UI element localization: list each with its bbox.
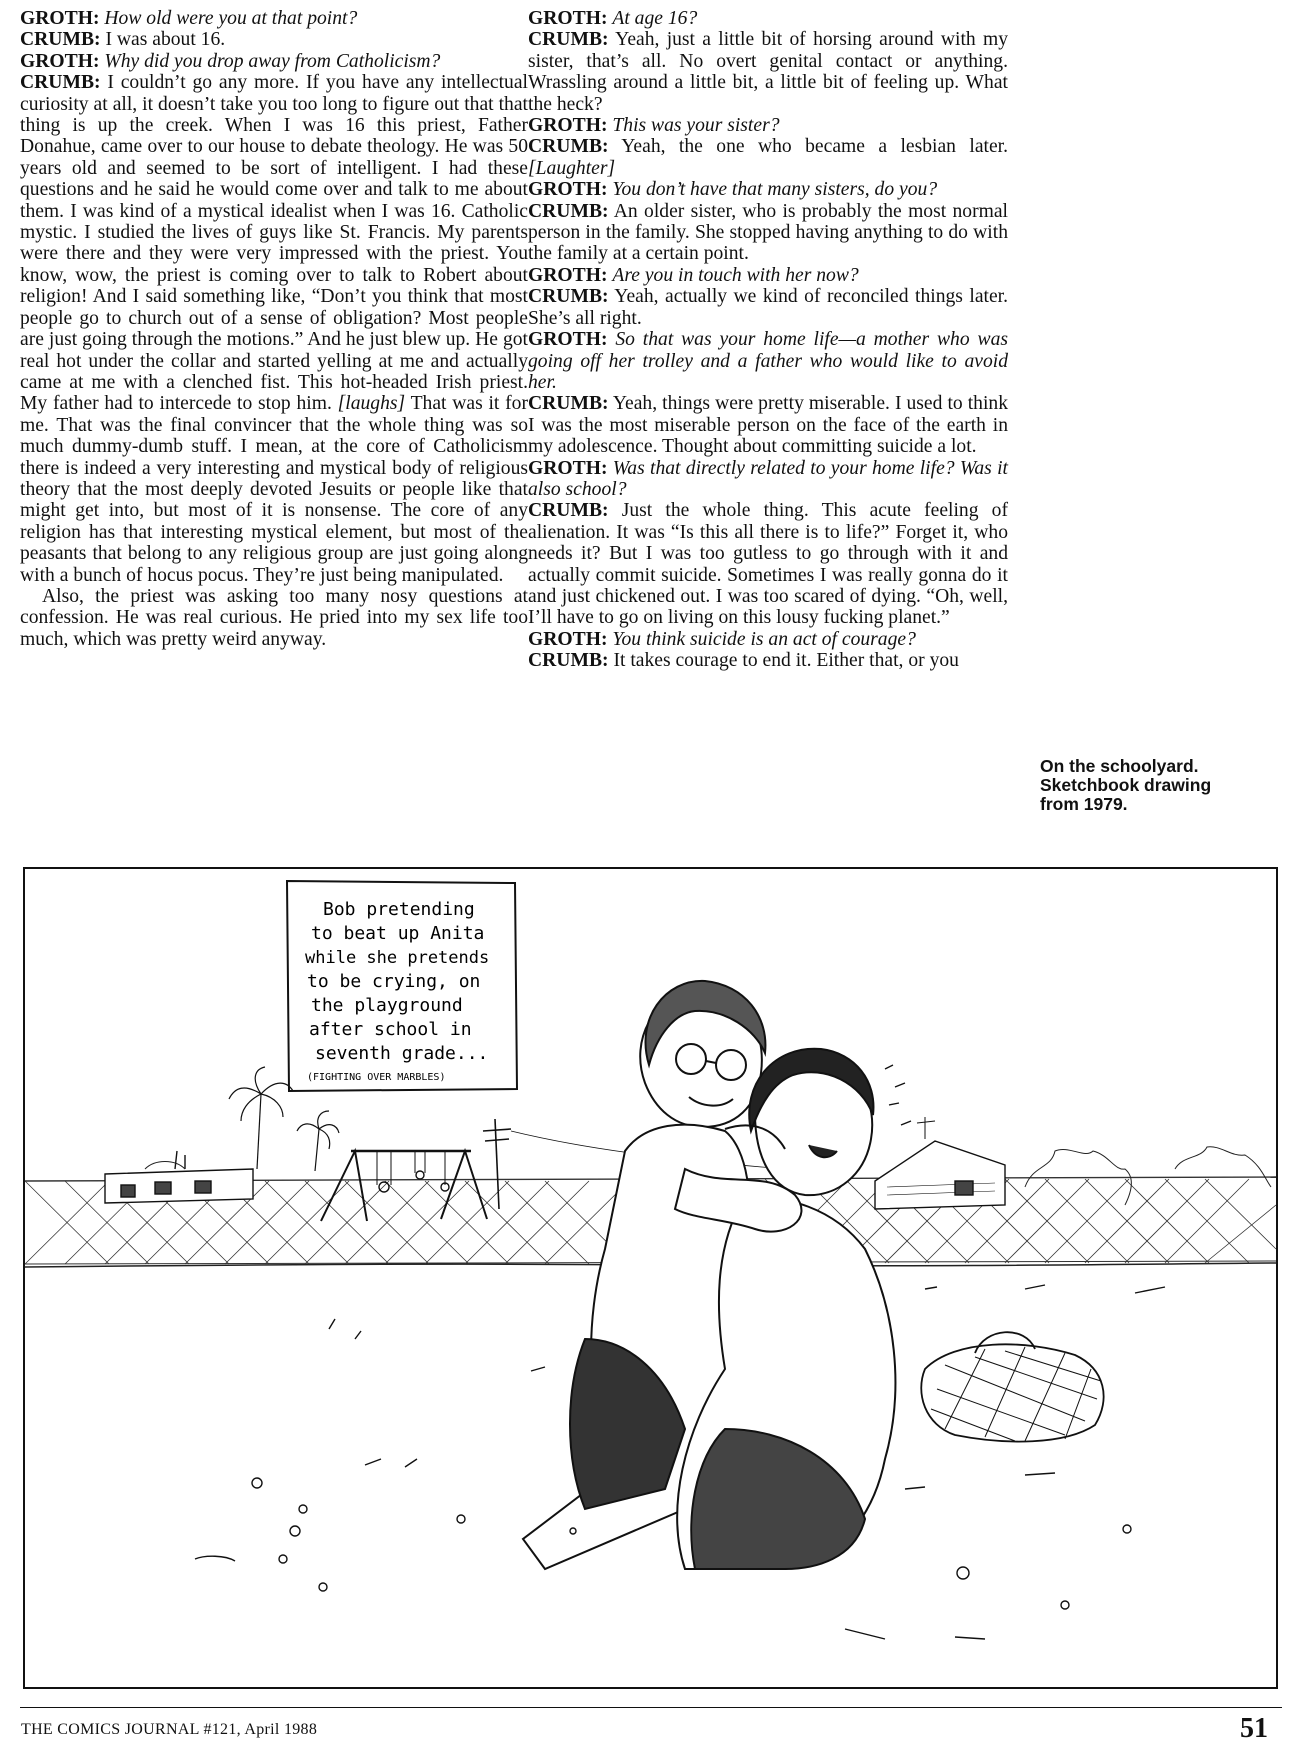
note-line: (FIGHTING OVER MARBLES) [307,1072,446,1083]
speaker-label: GROTH: [528,8,608,29]
speaker-label: CRUMB: [528,136,609,158]
handwritten-note [287,881,517,1091]
speaker-label: GROTH: [528,264,608,286]
interview-line [20,29,528,50]
interview-line [528,393,1008,457]
caption-line: Sketchbook drawing [1040,775,1212,795]
note-line: while she pretends [305,948,490,968]
note-line: the playground [311,995,463,1016]
speaker-label: CRUMB: [20,29,101,51]
interview-line [528,115,1008,136]
interview-line [528,650,1008,671]
answer-text: I couldn’t go any more. If you have any intellectual curiosity at all, it doesn’t take you too long to figure out that that thing is up the creek. When I was 16 this priest, Father Donahue, came over to our house to debate theology. He was 50 years old and seemed to be sort of intelligent. I had these questions and he said he would come over and talk to me about them. I was kind of a mystical idealist when I was 16. Catholic mystic. I studied the lives of guys like St. Francis. My parents were there and they were very impressed with the priest. You know, wow, the priest is coming over to talk to Robert about religion! And I said something like, “Don’t you think that most people go to church out of a sense of obligation? Most people are just going through the motions.” And he just blew up. He got real hot under the collar and started yelling at me and actually came at me with a clenched fist. This hot-headed Irish priest. My father had to intercede to stop him. [20,72,528,415]
note-line: after school in [309,1019,472,1040]
note-line: to beat up Anita [311,923,485,944]
interview-line [528,179,1008,200]
interview-line [528,8,1008,29]
footer-rule [20,1707,1282,1708]
question-text: So that was your home life—a mother who was going off her trolley and a father who would like to avoid her. [528,329,1008,393]
question-text: How old were you at that point? [104,8,358,29]
interview-line [528,329,1008,393]
speaker-label: CRUMB: [528,500,609,522]
note-line: Bob pretending [323,899,475,920]
figure-caption [1040,757,1272,814]
interview-line [20,72,528,586]
question-text: You don’t have that many sisters, do you? [612,179,938,201]
speaker-label: GROTH: [20,50,100,72]
answer-text: Yeah, things were pretty miserable. I used to think I was the most miserable person on the face of the earth in my adolescence. Thought about committing suicide a lot. [528,393,1008,458]
aside-text: [Laughter] [528,157,616,179]
caption-line: from 1979. [1040,794,1128,814]
figures [523,981,911,1569]
question-text: Why did you drop away from Catholicism? [104,50,441,72]
answer-text: Yeah, just a little bit of horsing around with my sister, that’s all. No overt genital contact or anything. Wrassling around a little bit, a little bit of feeling up. What the heck? [528,29,1009,115]
note-line: to be crying, on [307,971,481,992]
speaker-label: GROTH: [528,457,608,479]
question-text: You think suicide is an act of courage? [612,628,916,650]
speaker-label: GROTH: [528,179,608,201]
question-text: Are you in touch with her now? [612,264,859,286]
speaker-label: GROTH: [528,115,608,137]
speaker-label: GROTH: [20,8,100,29]
answer-text: Yeah, the one who became a lesbian later. [621,136,1008,158]
answer-text: An older sister, who is probably the most normal person in the family. She stopped having anything to do with the family at a certain point. [528,200,1008,265]
answer-text-tail: That was it for me. That was the final convincer that the whole thing was so much dummy-dumb stuff. I mean, at the core of Catholicism there is indeed a very interesting and mystical body of religious theory that the most deeply devoted Jesuits or people like that might get into, but most of it is nonsense. The core of any religion has that interesting mystical element, but most of the peasants that belong to any religious group are just going along with a bunch of hocus pocus. They’re just being manipulated. [20,393,528,586]
note-line: seventh grade... [315,1043,489,1064]
interview-line [528,136,1008,179]
left-column [20,8,528,650]
question-text: At age 16? [612,8,698,29]
swing-set [321,1151,487,1221]
interview-line [528,458,1008,501]
interview-line [20,8,528,29]
speaker-label: CRUMB: [528,393,609,415]
answer-text: I was about 16. [105,29,226,51]
speaker-label: CRUMB: [528,650,609,672]
interview-line [20,51,528,72]
right-column [528,8,1008,672]
speaker-label: GROTH: [528,628,608,650]
answer-text: Just the whole thing. This acute feeling of alienation. It was “Is this all there is to life?” Forget it, who needs it? But I was too gutless to go through with it and actually commit suicide. Sometimes I was really gonna do it and just chickened out. I was too scared of dying. “Oh, well, I’ll have to go on living on this lousy fucking planet.” [528,500,1008,629]
interview-line [528,201,1008,265]
building-right [875,1117,1005,1209]
interview-paragraph: Also, the priest was asking too many nosy questions at confession. He was real curious. He pried into my sex life too much, which was pretty weird anyway. [20,585,528,650]
answer-text: Yeah, actually we kind of reconciled things later. She’s all right. [528,286,1009,329]
interview-line [528,265,1008,286]
speaker-label: CRUMB: [528,286,609,308]
speaker-label: CRUMB: [528,200,609,222]
caption-line: On the schoolyard. [1040,756,1199,776]
question-text: Was that directly related to your home life? Was it also school? [528,457,1008,500]
question-text: This was your sister? [612,115,780,137]
school-bag [921,1332,1103,1441]
page-number: 51 [1240,1713,1268,1744]
interview-line [528,286,1008,329]
aside-text: [laughs] [337,393,406,415]
speaker-label: GROTH: [528,329,608,351]
sketchbook-drawing [23,867,1278,1689]
answer-text: It takes courage to end it. Either that, or you [613,650,959,672]
interview-line [528,629,1008,650]
building-left [105,1151,253,1203]
speaker-label: CRUMB: [20,72,101,94]
publication-credit: THE COMICS JOURNAL #121, April 1988 [21,1721,318,1738]
speaker-label: CRUMB: [528,29,609,51]
schoolyard-illustration [25,869,1276,1687]
interview-line [528,500,1008,628]
interview-line [528,29,1008,115]
